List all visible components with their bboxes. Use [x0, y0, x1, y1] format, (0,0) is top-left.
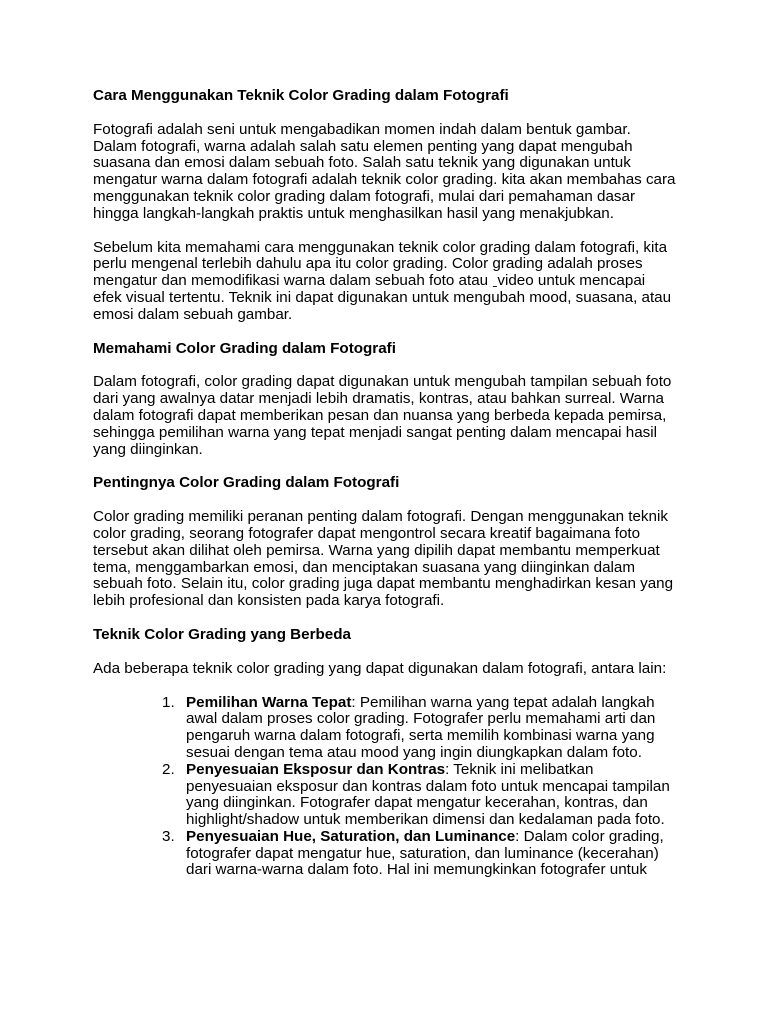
section-body-memahami: Dalam fotografi, color grading dapat digunakan untuk mengubah tampilan sebuah foto dari yang awalnya datar menjadi lebih dramatis, kontras, atau bahkan surreal. Warna dalam fotografi dapat memberikan pesan dan nuansa yang berbeda kepada pemirsa, sehingga pemilihan warna yang tepat menjadi sangat penting dalam mencapai hasil yang diinginkan.	[93, 373, 672, 458]
stray-mark: ˍ	[492, 272, 498, 290]
intro-paragraph-2-part-1: Sebelum kita memahami cara menggunakan teknik color grading dalam fotografi, kita perlu mengenal terlebih dahulu apa itu color grading. Color grading adalah proses mengatur dan memodifikasi warna dalam sebuah foto atau	[93, 238, 668, 290]
list-item-text: : Pemilihan warna yang tepat adalah langkah awal dalam proses color grading. Fotografer perlu memahami arti dan pengaruh warna dalam fotografi, serta memilih kombinasi warna yang sesuai dengan tema atau mood yang ingin diungkapkan dalam foto.	[186, 693, 656, 761]
list-item-text: : Teknik ini melibatkan penyesuaian eksposur dan kontras dalam foto untuk mencapai tampilan yang diinginkan. Fotografer dapat mengatur kecerahan, kontras, dan highlight/shadow untuk memberikan dimensi dan kedalaman pada foto.	[186, 760, 670, 829]
intro-paragraph-2-part-2: video untuk mencapai efek visual tertentu. Teknik ini dapat digunakan untuk mengubah mood, suasana, atau emosi dalam sebuah gambar.	[93, 272, 672, 323]
intro-paragraph-2	[93, 240, 678, 324]
list-item	[93, 762, 678, 829]
list-item-term: Penyesuaian Eksposur dan Kontras	[186, 760, 446, 778]
list-item-text: : Dalam color grading, fotografer dapat mengatur hue, saturation, dan luminance (kecerahan) dari warna-warna dalam foto. Hal ini memungkinkan fotografer untuk	[186, 827, 664, 879]
document-title: Cara Menggunakan Teknik Color Grading dalam Fotografi	[93, 87, 509, 104]
section-intro-teknik: Ada beberapa teknik color grading yang dapat digunakan dalam fotografi, antara lain:	[93, 659, 667, 677]
list-item	[93, 829, 678, 879]
section-heading-teknik: Teknik Color Grading yang Berbeda	[93, 625, 351, 643]
section-body-pentingnya: Color grading memiliki peranan penting dalam fotografi. Dengan menggunakan teknik color grading, seorang fotografer dapat mengontrol secara kreatif bagaimana foto tersebut akan dilihat oleh pemirsa. Warna yang dipilih dapat membantu memperkuat tema, menggambarkan emosi, dan menciptakan suasana yang diinginkan dalam sebuah foto. Selain itu, color grading juga dapat membantu menghadirkan kesan yang lebih profesional dan konsisten pada karya fotografi.	[93, 508, 674, 610]
list-item-number: 3.	[162, 827, 175, 845]
list-item-number: 1.	[162, 693, 175, 711]
list-item-number: 2.	[162, 760, 175, 778]
section-heading-memahami: Memahami Color Grading dalam Fotografi	[93, 339, 396, 357]
section-heading-pentingnya: Pentingnya Color Grading dalam Fotografi	[93, 474, 400, 492]
document-body	[93, 88, 678, 879]
list-item	[93, 695, 678, 762]
list-item-term: Pemilihan Warna Tepat	[186, 693, 352, 711]
intro-paragraph-1: Fotografi adalah seni untuk mengabadikan momen indah dalam bentuk gambar. Dalam fotografi, warna adalah salah satu elemen penting yang dapat mengubah suasana dan emosi dalam sebuah foto. Salah satu teknik yang digunakan untuk mengatur warna dalam fotografi adalah teknik color grading. kita akan membahas cara menggunakan teknik color grading dalam fotografi, mulai dari pemahaman dasar hingga langkah-langkah praktis untuk menghasilkan hasil yang menakjubkan.	[93, 120, 676, 222]
technique-list	[93, 695, 678, 880]
list-item-term: Penyesuaian Hue, Saturation, dan Luminance	[186, 827, 516, 845]
